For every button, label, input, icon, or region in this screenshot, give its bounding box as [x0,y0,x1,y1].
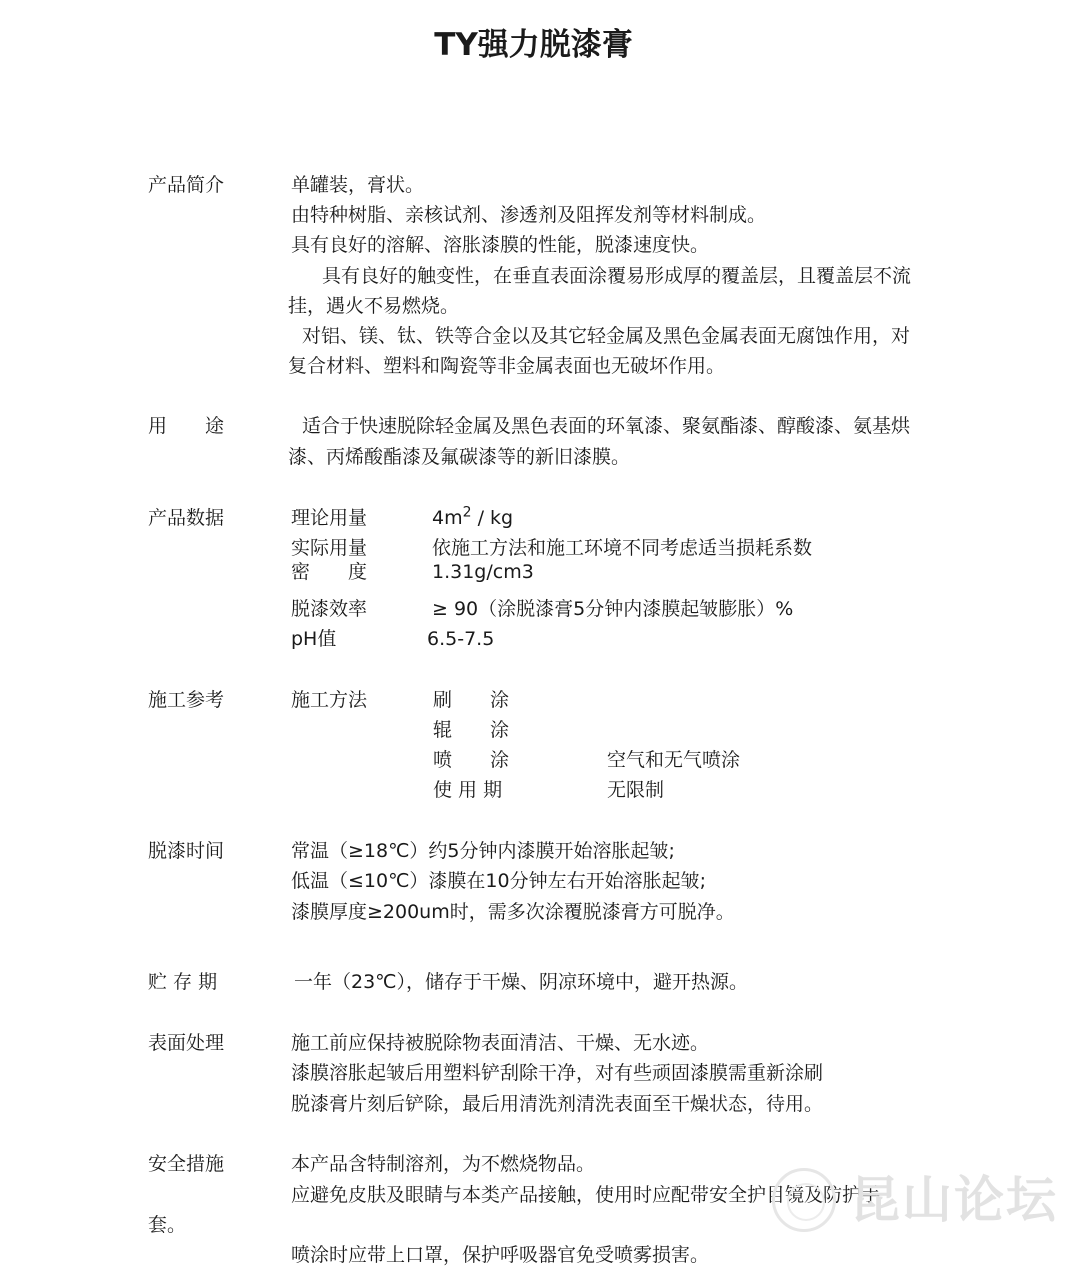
section-label-storage: 贮 存 期 [148,971,218,993]
intro-line: 具有良好的溶解、溶胀漆膜的性能，脱漆速度快。 [291,234,710,256]
data-value: 1.31g/cm3 [432,561,534,583]
section-label-time: 脱漆时间 [148,840,225,862]
data-value: ≥ 90（涂脱漆膏5分钟内漆膜起皱膨胀）% [432,598,794,620]
intro-line: 具有良好的触变性，在垂直表面涂覆易形成厚的覆盖层，且覆盖层不流 [322,265,912,287]
data-key: 脱漆效率 [291,598,368,620]
watermark-text: 昆山论坛 [850,1170,1058,1229]
construction-method: 喷 涂 [433,749,510,771]
data-key: 实际用量 [291,537,368,559]
data-value: 6.5-7.5 [427,628,495,650]
surface-line: 脱漆膏片刻后铲除，最后用清洗剂清洗表面至干燥状态，待用。 [291,1093,824,1115]
intro-line: 挂，遇火不易燃烧。 [288,295,460,317]
time-line: 常温（≥18℃）约5分钟内漆膜开始溶胀起皱; [291,840,675,862]
safety-line: 喷涂时应带上口罩，保护呼吸器官免受喷雾损害。 [291,1244,710,1266]
construction-note: 无限制 [607,779,665,801]
construction-method: 刷 涂 [433,689,510,711]
data-value: 依施工方法和施工环境不同考虑适当损耗系数 [432,537,813,559]
section-label-intro: 产品简介 [148,174,225,196]
construction-method: 辊 涂 [433,719,510,741]
time-line: 漆膜厚度≥200um时，需多次涂覆脱漆膏方可脱净。 [291,901,735,923]
construction-method-label: 施工方法 [291,689,368,711]
safety-line: 应避免皮肤及眼睛与本类产品接触，使用时应配带安全护目镜及防护手 [291,1184,881,1206]
time-line: 低温（≤10℃）漆膜在10分钟左右开始溶胀起皱; [291,870,707,892]
data-key: 密 度 [291,561,368,583]
page-title: TY强力脱漆膏 [434,27,633,63]
safety-line: 本产品含特制溶剂，为不燃烧物品。 [291,1153,596,1175]
section-label-safety: 安全措施 [148,1153,225,1175]
usage-line: 漆、丙烯酸酯漆及氟碳漆等的新旧漆膜。 [288,446,631,468]
data-key: 理论用量 [291,507,368,529]
intro-line: 由特种树脂、亲核试剂、渗透剂及阻挥发剂等材料制成。 [291,204,767,226]
storage-text: 一年（23℃），储存于干燥、阴凉环境中，避开热源。 [294,971,749,993]
usage-line: 适合于快速脱除轻金属及黑色表面的环氧漆、聚氨酯漆、醇酸漆、氨基烘 [302,415,911,437]
construction-note: 空气和无气喷涂 [607,749,741,771]
construction-method: 使 用 期 [433,779,503,801]
section-label-surface: 表面处理 [148,1032,225,1054]
data-value-unit: / kg [471,507,514,529]
data-value-main: 4m [432,507,463,529]
safety-line: 套。 [148,1214,187,1236]
section-label-construction: 施工参考 [148,689,225,711]
section-label-data: 产品数据 [148,507,225,529]
section-label-usage: 用 途 [148,415,225,437]
intro-line: 对铝、镁、钛、铁等合金以及其它轻金属及黑色金属表面无腐蚀作用，对 [302,325,911,347]
data-value-superscript: 2 [462,504,472,521]
watermark-seal-icon [772,1168,836,1232]
intro-line: 复合材料、塑料和陶瓷等非金属表面也无破坏作用。 [288,355,726,377]
data-key: pH值 [291,628,337,650]
surface-line: 漆膜溶胀起皱后用塑料铲刮除干净，对有些顽固漆膜需重新涂刷 [291,1062,824,1084]
data-value [432,506,513,530]
surface-line: 施工前应保持被脱除物表面清洁、干燥、无水迹。 [291,1032,710,1054]
intro-line: 单罐装，膏状。 [291,174,425,196]
